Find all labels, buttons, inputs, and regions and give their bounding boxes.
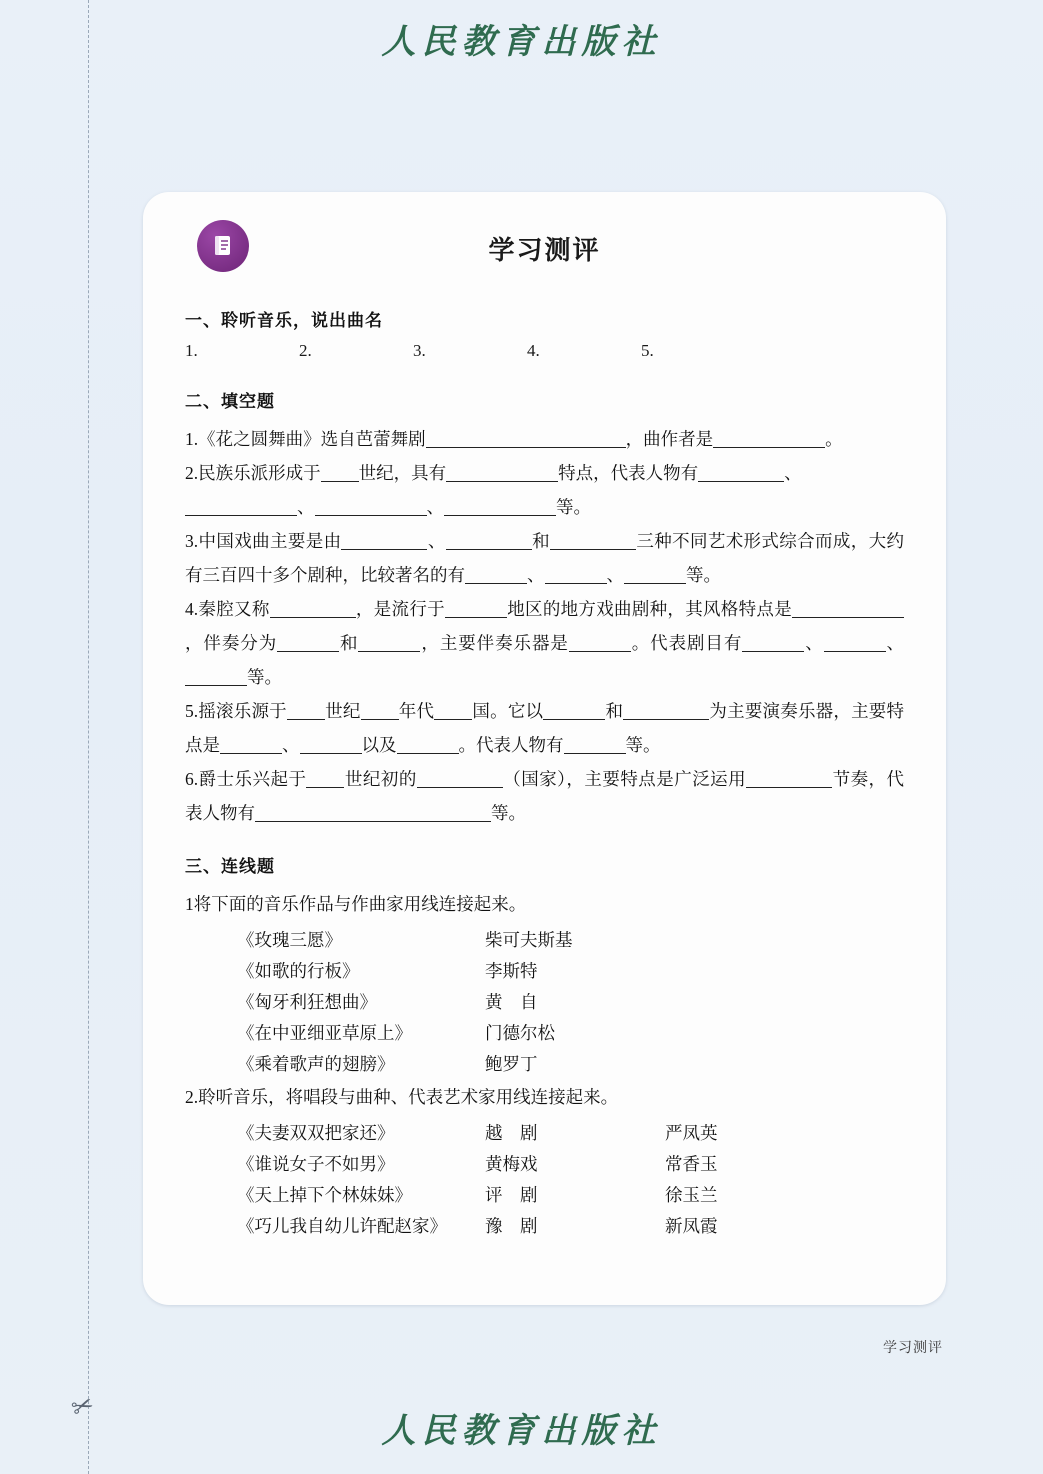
- q5-blank-2[interactable]: [361, 700, 399, 720]
- aria-title[interactable]: 《夫妻双双把家还》: [237, 1123, 395, 1143]
- q4-text-a: 4.秦腔又称: [185, 599, 270, 619]
- q6-blank-4[interactable]: [255, 802, 491, 822]
- list-item[interactable]: [185, 956, 904, 987]
- footer-note: 学习测评: [883, 1339, 943, 1355]
- match-list-2: [185, 1118, 904, 1242]
- section-1-items: [185, 341, 904, 361]
- q5-text-a: 5.摇滚乐源于: [185, 701, 287, 721]
- q5-blank-4[interactable]: [543, 700, 605, 720]
- q3-text-g: 等。: [686, 565, 721, 585]
- artist-name[interactable]: 常香玉: [665, 1154, 718, 1174]
- q2-blank-4[interactable]: [185, 496, 297, 516]
- q4-blank-8[interactable]: [824, 632, 886, 652]
- match-question-2-prompt: 2.聆听音乐，将唱段与曲种、代表艺术家用线连接起来。: [185, 1087, 619, 1107]
- q6-text-e: 等。: [491, 803, 526, 823]
- q2-blank-3[interactable]: [698, 462, 784, 482]
- opera-genre[interactable]: 评 剧: [485, 1185, 538, 1205]
- scissors-icon: ✂: [67, 1389, 98, 1424]
- q4-text-i: 、: [885, 633, 905, 653]
- list-item: 3.: [413, 341, 426, 360]
- match-list-1: [185, 925, 904, 1080]
- artist-name[interactable]: 新凤霞: [665, 1216, 718, 1236]
- q5-text-i: 。代表人物有: [458, 735, 564, 755]
- q2-blank-6[interactable]: [444, 496, 556, 516]
- q6-text-c: （国家），主要特点是广泛运用: [502, 769, 747, 789]
- q4-blank-6[interactable]: [569, 632, 631, 652]
- opera-genre[interactable]: 越 剧: [485, 1123, 538, 1143]
- q4-text-g: 。代表剧目有: [630, 633, 743, 653]
- q5-blank-8[interactable]: [397, 734, 459, 754]
- q5-blank-9[interactable]: [564, 734, 626, 754]
- work-title[interactable]: 《在中亚细亚草原上》: [237, 1023, 412, 1043]
- q3-blank-5[interactable]: [545, 564, 607, 584]
- q2-blank-5[interactable]: [315, 496, 427, 516]
- composer-name[interactable]: 柴可夫斯基: [485, 930, 573, 950]
- q4-blank-5[interactable]: [358, 632, 420, 652]
- work-title[interactable]: 《如歌的行板》: [237, 961, 360, 981]
- q3-blank-4[interactable]: [465, 564, 527, 584]
- q2-text-a: 2.民族乐派形成于: [185, 463, 321, 483]
- list-item[interactable]: [185, 987, 904, 1018]
- fill-question-6: [185, 762, 904, 830]
- list-item[interactable]: [185, 1118, 904, 1149]
- q4-text-b: ，是流行于: [355, 599, 445, 619]
- q6-blank-1[interactable]: [306, 768, 344, 788]
- q3-blank-3[interactable]: [550, 530, 636, 550]
- composer-name[interactable]: 鲍罗丁: [485, 1054, 538, 1074]
- fill-question-1: [185, 422, 904, 456]
- q4-blank-1[interactable]: [270, 598, 356, 618]
- cut-dashed-line: [88, 0, 89, 1474]
- q6-text-a: 6.爵士乐兴起于: [185, 769, 307, 789]
- q4-blank-9[interactable]: [185, 666, 247, 686]
- publisher-logo-top: 人民教育出版社: [381, 22, 662, 62]
- opera-genre[interactable]: 豫 剧: [485, 1216, 538, 1236]
- q2-text-d: 、: [784, 463, 802, 483]
- q6-text-d: 节奏，代表人物有: [185, 769, 905, 823]
- q3-text-e: 、: [527, 565, 545, 585]
- q5-text-c: 年代: [398, 701, 435, 721]
- q4-text-f: ，主要伴奏乐器是: [420, 633, 569, 653]
- q2-text-c: 特点，代表人物有: [558, 463, 699, 483]
- list-item[interactable]: [185, 1149, 904, 1180]
- list-item[interactable]: [185, 1180, 904, 1211]
- q4-blank-3[interactable]: [792, 598, 904, 618]
- q3-blank-2[interactable]: [446, 530, 532, 550]
- q4-text-e: 和: [339, 633, 359, 653]
- q4-blank-7[interactable]: [742, 632, 804, 652]
- fill-question-2: [185, 456, 904, 524]
- q3-blank-6[interactable]: [624, 564, 686, 584]
- q4-blank-4[interactable]: [277, 632, 339, 652]
- artist-name[interactable]: 严凤英: [665, 1123, 718, 1143]
- composer-name[interactable]: 李斯特: [485, 961, 538, 981]
- q6-blank-2[interactable]: [417, 768, 503, 788]
- q4-text-j: 等。: [247, 667, 282, 687]
- q2-text-b: 世纪，具有: [358, 463, 447, 483]
- list-item[interactable]: [185, 925, 904, 956]
- q5-text-g: 、: [282, 735, 300, 755]
- composer-name[interactable]: 黄 自: [485, 992, 538, 1012]
- list-item: 1.: [185, 341, 198, 360]
- q6-text-b: 世纪初的: [344, 769, 417, 789]
- q5-text-h: 以及: [361, 735, 397, 755]
- q5-text-e: 和: [605, 701, 624, 721]
- aria-title[interactable]: 《谁说女子不如男》: [237, 1154, 395, 1174]
- q2-text-e: 、: [297, 497, 315, 517]
- aria-title[interactable]: 《巧儿我自幼儿许配赵家》: [237, 1216, 447, 1236]
- q1-blank-1[interactable]: [426, 428, 626, 448]
- q1-blank-2[interactable]: [713, 428, 825, 448]
- opera-genre[interactable]: 黄梅戏: [485, 1154, 538, 1174]
- q5-text-j: 等。: [625, 735, 661, 755]
- q5-blank-6[interactable]: [220, 734, 282, 754]
- card-header: [185, 218, 904, 280]
- q2-blank-2[interactable]: [446, 462, 558, 482]
- work-title[interactable]: 《乘着歌声的翅膀》: [237, 1054, 395, 1074]
- q5-text-f: 为主要演奏乐器，主要特点是: [185, 701, 905, 755]
- q1-text-c: 。: [825, 429, 843, 449]
- q3-text-c: 和: [531, 531, 550, 551]
- q3-text-f: 、: [606, 565, 624, 585]
- section-1-heading: 一、聆听音乐，说出曲名: [185, 311, 383, 330]
- match-question-1-prompt: 1将下面的音乐作品与作曲家用线连接起来。: [185, 894, 527, 914]
- work-title[interactable]: 《玫瑰三愿》: [237, 930, 342, 950]
- q5-text-d: 国。它以: [472, 701, 544, 721]
- q3-blank-1[interactable]: [341, 530, 427, 550]
- q1-text-b: ，曲作者是: [625, 429, 714, 449]
- q4-text-d: ，伴奏分为: [185, 633, 278, 653]
- notebook-icon: [197, 220, 249, 272]
- q4-text-c: 地区的地方戏曲剧种，其风格特点是: [506, 599, 793, 619]
- list-item: 2.: [299, 341, 312, 360]
- section-3-heading: 三、连线题: [185, 857, 275, 876]
- q4-text-h: 、: [804, 633, 824, 653]
- worksheet-card: [143, 192, 946, 1305]
- list-item: 5.: [641, 341, 654, 360]
- q2-text-f: 、: [426, 497, 444, 517]
- q3-text-d: 三种不同艺术形式综合而成，大约有三百四十多个剧种，比较著名的有: [185, 531, 905, 585]
- q4-blank-2[interactable]: [445, 598, 507, 618]
- q3-text-a: 3.中国戏曲主要是由: [185, 531, 342, 551]
- q6-blank-3[interactable]: [746, 768, 832, 788]
- fill-question-4: [185, 592, 904, 694]
- q5-text-b: 世纪: [324, 701, 361, 721]
- q3-text-b: 、: [427, 531, 446, 551]
- aria-title[interactable]: 《天上掉下个林妹妹》: [237, 1185, 412, 1205]
- fill-question-5: [185, 694, 904, 762]
- q1-text-a: 1.《花之圆舞曲》选自芭蕾舞剧: [185, 429, 426, 449]
- q5-blank-7[interactable]: [300, 734, 362, 754]
- q5-blank-3[interactable]: [434, 700, 472, 720]
- artist-name[interactable]: 徐玉兰: [665, 1185, 718, 1205]
- list-item[interactable]: [185, 1018, 904, 1049]
- q2-blank-1[interactable]: [321, 462, 359, 482]
- fill-question-3: [185, 524, 904, 592]
- q5-blank-5[interactable]: [623, 700, 709, 720]
- section-2-heading: 二、填空题: [185, 392, 275, 411]
- q5-blank-1[interactable]: [287, 700, 325, 720]
- publisher-logo-bottom: 人民教育出版社: [381, 1411, 662, 1451]
- page-title: 学习测评: [488, 235, 601, 265]
- work-title[interactable]: 《匈牙利狂想曲》: [237, 992, 377, 1012]
- list-item[interactable]: [185, 1211, 904, 1242]
- list-item: 4.: [527, 341, 540, 360]
- q2-text-g: 等。: [556, 497, 591, 517]
- composer-name[interactable]: 门德尔松: [485, 1023, 555, 1043]
- list-item[interactable]: [185, 1049, 904, 1080]
